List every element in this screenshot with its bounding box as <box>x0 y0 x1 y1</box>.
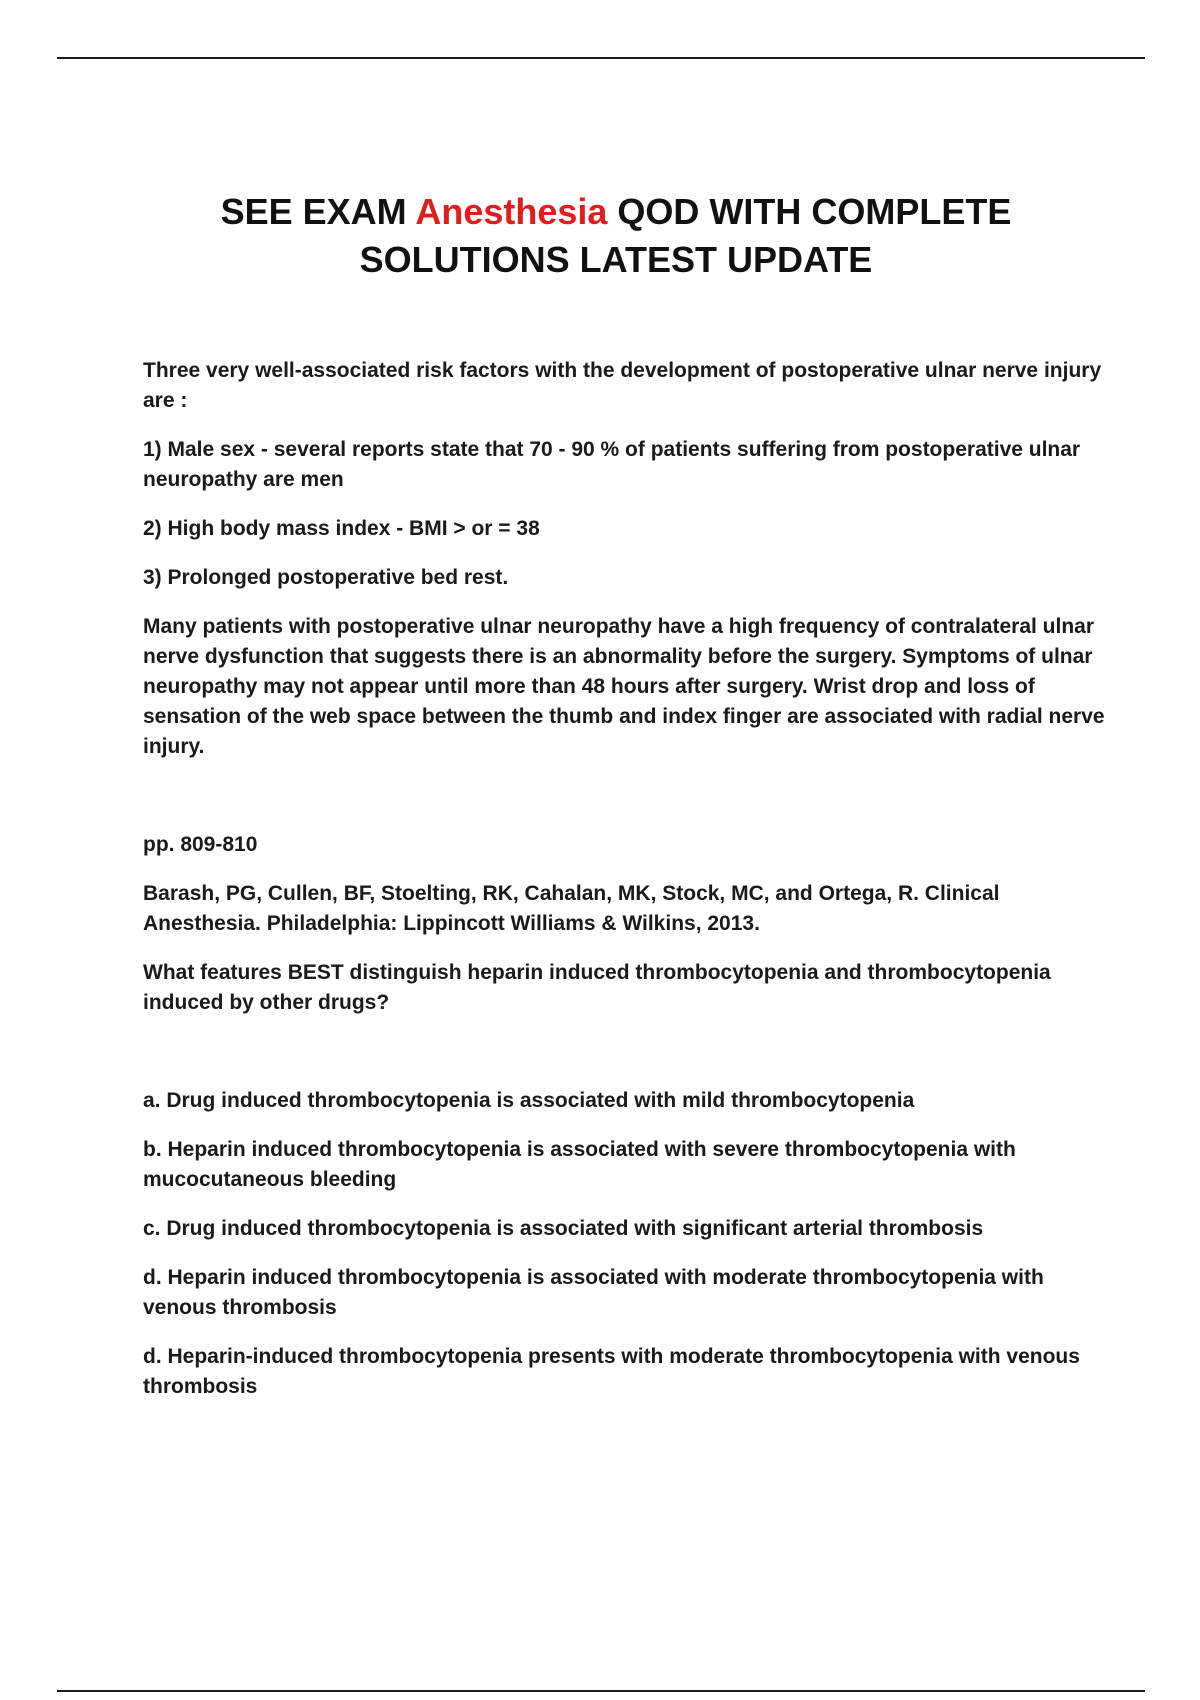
risk-factor-2: 2) High body mass index - BMI > or = 38 <box>143 517 540 540</box>
document-title <box>150 188 1082 284</box>
bottom-rule <box>57 1690 1145 1692</box>
page-reference: pp. 809-810 <box>143 833 258 856</box>
question: What features BEST distinguish heparin induced thrombocytopenia and thrombocytopenia induced by other drugs? <box>143 961 1051 1014</box>
intro-paragraph: Three very well-associated risk factors with the development of postoperative ulnar nerve injury are : <box>143 359 1102 412</box>
answer: d. Heparin-induced thrombocytopenia presents with moderate thrombocytopenia with venous thrombosis <box>143 1345 1080 1398</box>
option-d: d. Heparin induced thrombocytopenia is associated with moderate thrombocytopenia with venous thrombosis <box>143 1266 1044 1319</box>
title-part-2: QOD WITH COMPLETE SOLUTIONS LATEST UPDATE <box>359 191 1012 280</box>
citation: Barash, PG, Cullen, BF, Stoelting, RK, Cahalan, MK, Stock, MC, and Ortega, R. Clinical Anesthesia. Philadelphia: Lippincott Williams & Wilkins, 2013. <box>143 882 1000 935</box>
risk-factor-3: 3) Prolonged postoperative bed rest. <box>143 566 509 589</box>
option-a: a. Drug induced thrombocytopenia is associated with mild thrombocytopenia <box>143 1089 915 1112</box>
title-accent: Anesthesia <box>415 191 608 232</box>
option-b: b. Heparin induced thrombocytopenia is associated with severe thrombocytopenia with mucocutaneous bleeding <box>143 1138 1016 1191</box>
title-part-1: SEE EXAM <box>220 191 416 232</box>
top-rule <box>57 57 1145 59</box>
risk-factor-1: 1) Male sex - several reports state that 70 - 90 % of patients suffering from postoperative ulnar neuropathy are men <box>143 438 1081 491</box>
explanation-paragraph: Many patients with postoperative ulnar neuropathy have a high frequency of contralateral ulnar nerve dysfunction that suggests there is an abnormality before the surgery. Symptoms of ulnar neuropathy may not appear until more than 48 hours after surgery. Wrist drop and loss of sensation of the web space between the thumb and index finger are associated with radial nerve injury. <box>143 615 1105 758</box>
option-c: c. Drug induced thrombocytopenia is associated with significant arterial thrombosis <box>143 1217 984 1240</box>
document-body <box>143 356 1105 1421</box>
